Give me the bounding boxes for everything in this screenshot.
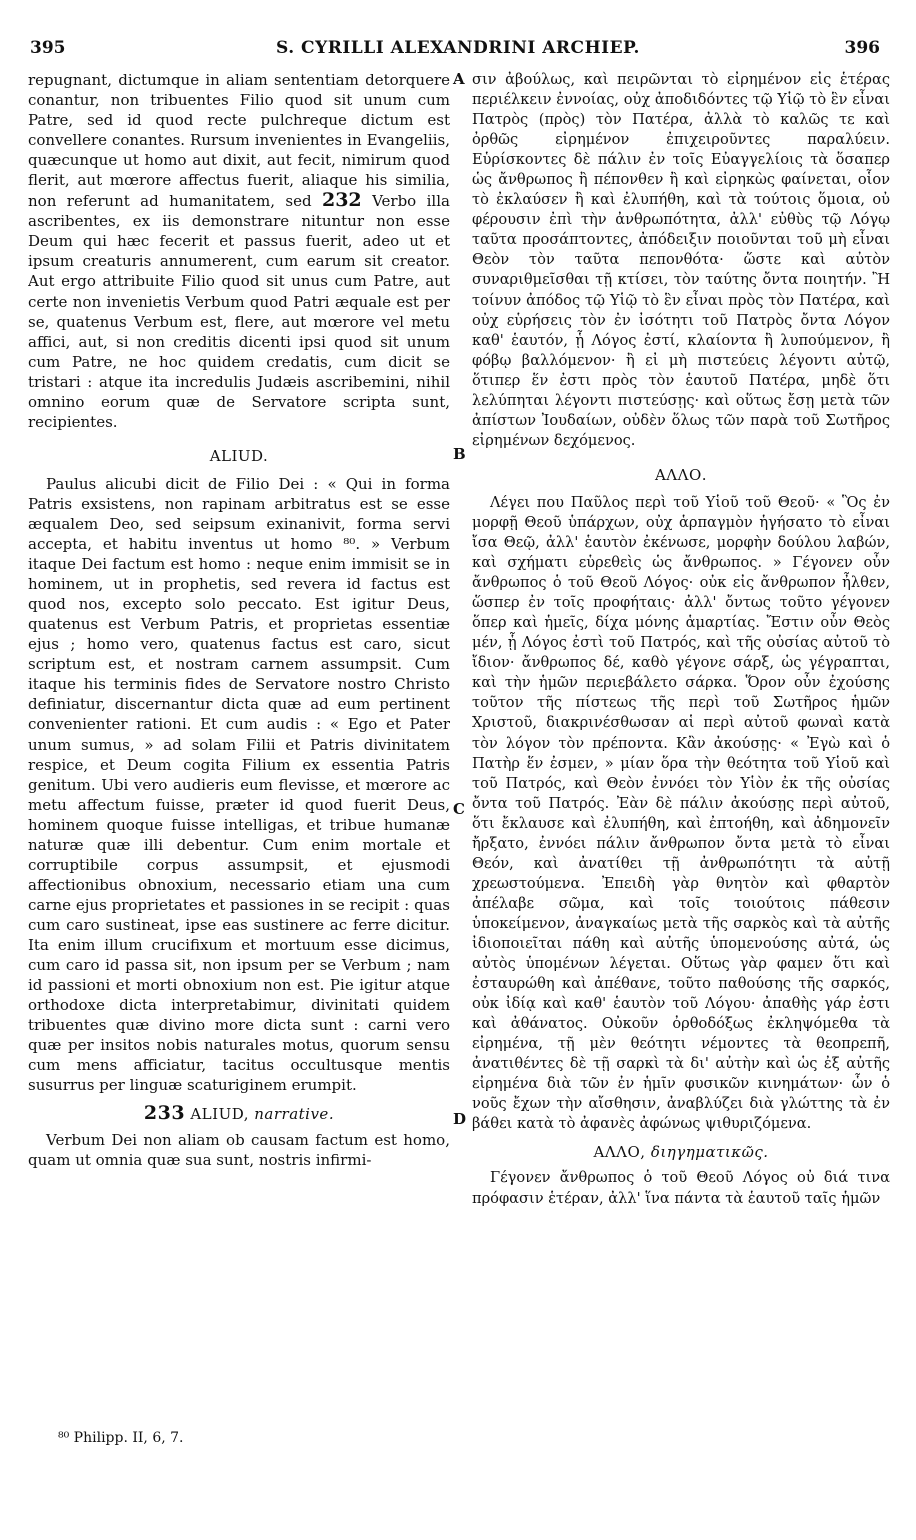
latin-section-heading-aliud-narrative: 233 ALIUD, narrative. [143, 1102, 335, 1125]
margin-marker-c: C [453, 800, 465, 818]
greek-column [472, 70, 890, 1420]
page-number-left: 395 [30, 38, 66, 58]
footnote: ⁸⁰ Philipp. II, 6, 7. [58, 1430, 184, 1446]
greek-paragraph-3: Γέγονεν ἄνθρωπος ὁ τοῦ Θεοῦ Λόγος οὐ διά τινα πρόφασιν ἑτέραν, ἀλλ' ἵνα πάντα τὰ ἑαυτοῦ ταῖς ἡμῶν [472, 1169, 890, 1207]
greek-paragraph-2: Λέγει που Παῦλος περὶ τοῦ Υἱοῦ τοῦ Θεοῦ· « Ὃς ἐν μορφῇ Θεοῦ ὑπάρχων, οὐχ ἁρπαγμὸν ἡγήσατο τὸ εἶναι ἴσα Θεῷ, ἀλλ' ἑαυτὸν ἐκένωσε, μορφὴν δούλου λαβών, καὶ σχήματι εὑρεθεὶς ὡς ἄνθρωπος. » Γέγονεν οὖν ἄνθρωπος ὁ τοῦ Θεοῦ Λόγος· οὐκ εἰς ἄνθρωπον ἦλθεν, ὥσπερ ἐν τοῖς προφήταις· ἀλλ' ὄντως τοῦτο γέγονεν ὅπερ καὶ ἡμεῖς, δίχα μόνης ἁμαρτίας. Ἔστιν οὖν Θεὸς μέν, ᾗ Λόγος ἐστὶ τοῦ Πατρός, καὶ τῆς οὐσίας αὐτοῦ τὸ ἴδιον· ἄνθρωπος δέ, καθὸ γέγονε σάρξ, ὡς γέγραπται, καὶ τὴν ἡμῶν περιεβάλετο σάρκα. Ὅρον οὖν ἐχούσης τοῦτον τῆς πίστεως τῆς περὶ τοῦ Σωτῆρος ἡμῶν Χριστοῦ, διακρινέσθωσαν αἱ περὶ αὐτοῦ φωναὶ κατὰ τὸν λόγον τὸν πρέποντα. Κἂν ἀκούσῃς· « Ἐγὼ καὶ ὁ Πατὴρ ἕν ἐσμεν, » μίαν ὅρα τὴν θεότητα τοῦ Υἱοῦ καὶ τοῦ Πατρός, καὶ Θεὸν ἐννόει τὸν Υἱὸν ἐκ τῆς οὐσίας ὄντα τοῦ Πατρός. Ἐὰν δὲ πάλιν ἀκούσῃς περὶ αὐτοῦ, ὅτι ἔκλαυσε καὶ ἐλυπήθη, καὶ ἐπτοήθη, καὶ ἀδημονεῖν ἤρξατο, ἐννόει πάλιν ἄνθρωπον ὄντα μετὰ τὸ εἶναι Θεόν, καὶ ἀνατίθει τῇ ἀνθρωπότητι τὰ αὐτῇ χρεωστούμενα. Ἐπειδὴ γὰρ θνητὸν καὶ φθαρτὸν ἀπέλαβε σῶμα, καὶ τοῖς τοιούτοις πάθεσιν ὑποκείμενον, ἀναγκαίως μετὰ τῆς σαρκὸς καὶ τὰ αὐτῆς ἰδιοποιεῖται πάθη καὶ αὐτῆς ὑπομενούσης αὐτά, ὡς αὐτὸς ὑπομένων λέγεται. Οὕτως γὰρ φαμεν ὅτι καὶ ἐσταυρώθη καὶ ἀπέθανε, τοῦτο παθούσης τῆς σαρκός, οὐκ ἰδίᾳ καὶ καθ' ἑαυτὸν τοῦ Λόγου· ἀπαθὴς γάρ ἐστι καὶ ἀθάνατος. Οὐκοῦν ὀρθοδόξως ἐκληψόμεθα τὰ εἰρημένα, τῇ μὲν θεότητι νέμοντες τὰ θεοπρεπῆ, ἀνατιθέντες δὲ τῇ σαρκὶ τὰ δι' αὐτὴν καὶ ὡς ἐξ αὐτῆς εἰρημένα διὰ τῶν ἐν ἡμῖν φυσικῶν κινημάτων· ὧν ὁ νοῦς ἔχων τὴν αἴσθησιν, ἀναβλύζει διὰ γλώττης τὰ ἐν βάθει κατὰ τὸ ἀφανὲς ἀφώνως ψιθυριζόμενα. [472, 493, 890, 1133]
section-number-232: 232 [321, 189, 362, 212]
latin-paragraph-3: Verbum Dei non aliam ob causam factum est homo, quam ut omnia quæ sua sunt, nostris infirmi- [28, 1131, 450, 1170]
section-number-233: 233 [143, 1102, 186, 1125]
margin-marker-d: D [453, 1110, 467, 1128]
greek-section-heading-allo-narrative: ΑΛΛΟ, διηγηματικῶς. [593, 1143, 769, 1162]
greek-paragraph-1: σιν ἀβούλως, καὶ πειρῶνται τὸ εἰρημένον εἰς ἑτέρας περιέλκειν ἐννοίας, οὐχ ἀποδιδόντες τῷ Υἱῷ τὸ ἓν εἶναι Πατρὸς (πρὸς) τὸν Πατέρα, ἀλλὰ τὸ καλῶς τε καὶ ὀρθῶς εἰρημένον ἐπιχειροῦντες παραλύειν. Εὑρίσκοντες δὲ πάλιν ἐν τοῖς Εὐαγγελίοις τὰ ὅσαπερ ὡς ἄνθρωπος ἢ πέπονθεν ἢ καὶ εἰρηκὼς φαίνεται, οἷον τὸ ἐκλαύσεν ἢ καὶ ἐλυπήθη, καὶ τὰ τούτοις ὅμοια, οὐ φέρουσιν ἐπὶ τὴν ἀνθρωπότητα, ἀλλ' εὐθὺς τῷ Λόγῳ ταῦτα προσάπτοντες, ἀπόδειξιν ποιοῦνται τοῦ μὴ εἶναι Θεὸν τὸν ταῦτα πεπονθότα· ὥστε καὶ αὐτὸν συναριθμεῖσθαι τῇ κτίσει, τὸν ταύτης ὄντα ποιητήν. Ἢ τοίνυν ἀπόδος τῷ Υἱῷ τὸ ἓν εἶναι πρὸς τὸν Πατέρα, καὶ οὐχ εὑρήσεις τὸν ἐν ἰσότητι τοῦ Πατρὸς ὄντα Λόγον καθ' ἑαυτόν, ᾗ Λόγος ἐστί, κλαίοντα ἢ λυπούμενον, ἢ φόβῳ βαλλόμενον· ἢ εἰ μὴ πιστεύεις λέγοντι αὐτῷ, ὅτιπερ ἕν ἐστι πρὸς τὸν ἑαυτοῦ Πατέρα, μηδὲ ὅτι λελύπηται λέγοντι πιστεύσῃς· καὶ οὕτως ἔσῃ μετὰ τῶν ἀπίστων Ἰουδαίων, οὐδὲν ὅλως τῶν παρὰ τοῦ Σωτῆρος εἰρημένων δεχόμενος. [472, 71, 890, 449]
page-number-right: 396 [844, 38, 880, 58]
latin-paragraph-2: Paulus alicubi dicit de Filio Dei : « Qui in forma Patris exsistens, non rapinam arbitratus est se esse æqualem Deo, sed seipsum exinanivit, forma servi accepta, et habitu inventus ut homo ⁸⁰. » Verbum itaque Dei factum est homo : neque enim immisit se in hominem, ut in prophetis, sed revera id factus est quod nos, excepto solo peccato. Est igitur Deus, quatenus est Verbum Patris, et proprietas essentiæ ejus ; homo vero, quatenus factus est caro, sicut scriptum est, et nostram carnem assumpsit. Cum itaque his terminis fides de Servatore nostro Christo definiatur, discernantur dicta quæ ad eum pertinent convenienter rationi. Et cum audis : « Ego et Pater unum sumus, » ad solam Filii et Patris divinitatem respice, et Deum cogita Filium ex essentia Patris genitum. Ubi vero audieris eum flevisse, et mœrore ac metu affectum fuisse, præter id quod fuerit Deus, hominem quoque fuisse intelligas, et tribue humanæ naturæ quæ illi debentur. Cum enim mortale et corruptibile corpus assumpsit, et ejusmodi affectionibus obnoxium, necessario etiam una cum carne ejus proprietates et passiones in se recipit : quas cum caro sustineat, ipse eas sustinere ac ferre dicitur. Ita enim illum crucifixum et mortuum esse dicimus, cum caro id passa sit, non ipsum per se Verbum ; nam id passioni et morti obnoxium non est. Pie igitur atque orthodoxe dicta interpretabimur, divinitati quidem tribuentes quæ divino more dicta sunt : carni vero quæ per insitos nobis naturales motus, quorum sensu cum mens afficiatur, tacitus occultusque mentis susurrus per linguæ scaturiginem erumpit. [28, 474, 450, 1095]
greek-section-heading-allo: ΑΛΛΟ. [654, 465, 708, 484]
latin-section-heading-aliud: ALIUD. [209, 446, 269, 465]
running-title: S. CYRILLI ALEXANDRINI ARCHIEP. [276, 38, 640, 58]
margin-marker-b: B [453, 445, 466, 463]
latin-paragraph-1: repugnant, dictumque in aliam sententiam detorquere conantur, non tribuentes Filio quod sit unum cum Patre, sed id quod recte pulchreque dictum est convellere conantes. Rursum invenientes in Evangeliis, quæcunque ut homo aut dixit, aut fecit, nimirum quod flerit, aut mœrore affectus fuerit, aliaque his similia, non referunt ad humanitatem, sed 232 Verbo illa ascribentes, ex iis demonstrare nituntur non esse Deum qui hæc fecerit et passus fuerit, adeo ut et ipsum creaturis annumerent, cum earum sit creator. Aut ergo attribuite Filio quod sit unus cum Patre, aut certe non invenietis Verbum quod Patri æquale est per se, quatenus Verbum est, flere, aut mœrore vel metu affici, aut, si non creditis dicenti ipsi quod sit unum cum Patre, ne hoc quidem credatis, cum dicit se tristari : atque ita incredulis Judæis ascribemini, nihil omnino eorum quæ de Servatore scripta sunt, recipientes. [28, 71, 450, 431]
latin-column [28, 70, 450, 1420]
margin-marker-a: A [453, 70, 465, 88]
page-header [30, 38, 886, 62]
